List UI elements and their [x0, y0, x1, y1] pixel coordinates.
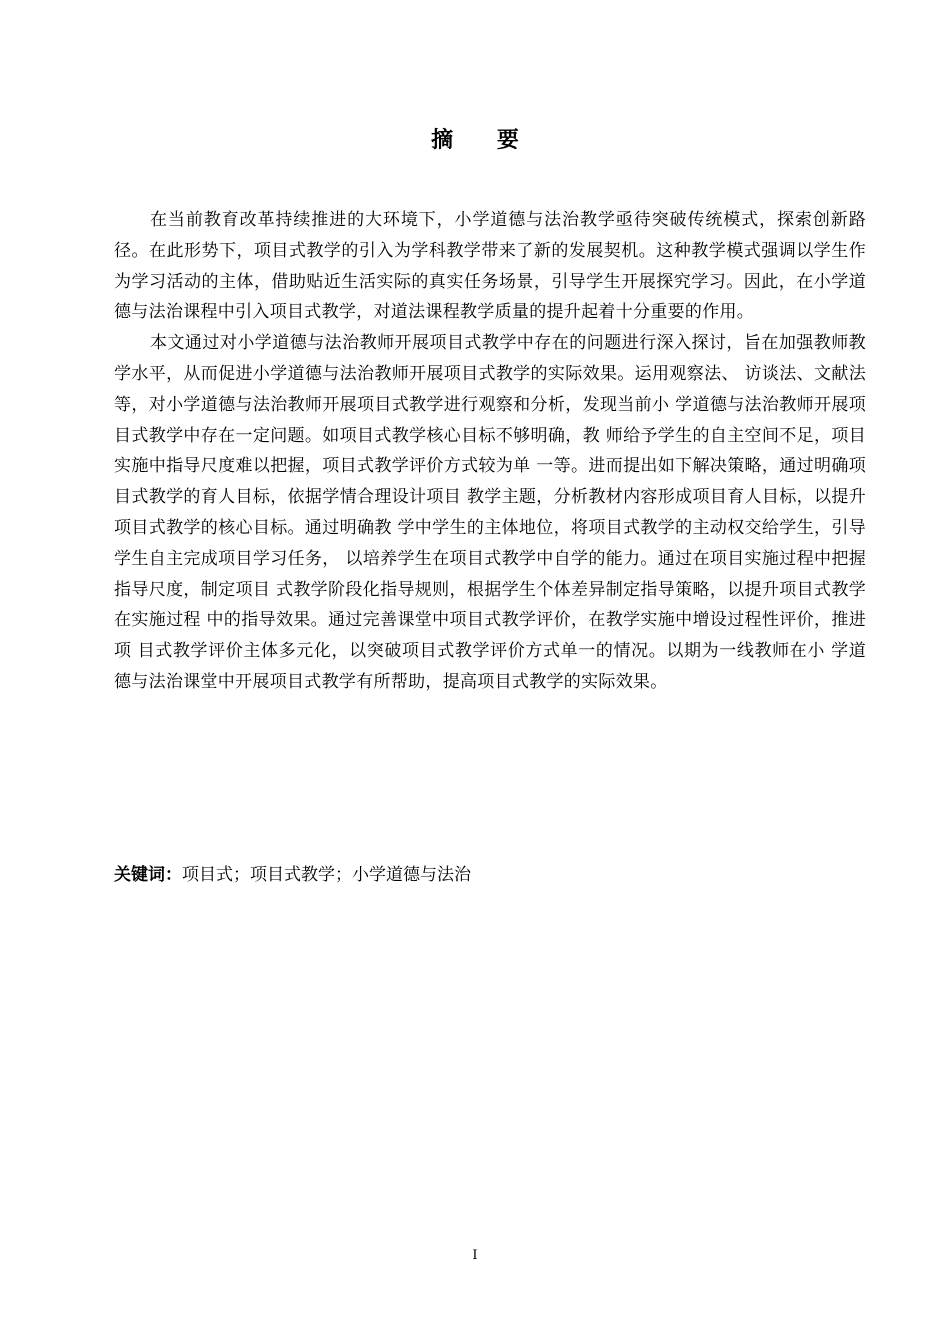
keywords-line	[114, 862, 866, 888]
keywords-value: 项目式；项目式教学；小学道德与法治	[182, 865, 471, 885]
abstract-paragraph-2: 本文通过对小学道德与法治教师开展项目式教学中存在的问题进行深入探讨，旨在加强教师教学水平，从而促进小学道德与法治教师开展项目式教学的实际效果。运用观察法、 访谈法、文献法等，对小学道德与法治教师开展项目式教学进行观察和分析，发现当前小 学道德与法治教师开展项目式教学中存在一定问题。如项目式教学核心目标不够明确，教 师给予学生的自主空间不足，项目实施中指导尺度难以把握，项目式教学评价方式较为单 一等。进而提出如下解决策略，通过明确项目式教学的育人目标，依据学情合理设计项目 教学主题，分析教材内容形成项目育人目标，以提升项目式教学的核心目标。通过明确教 学中学生的主体地位，将项目式教学的主动权交给学生，引导学生自主完成项目学习任务， 以培养学生在项目式教学中自学的能力。通过在项目实施过程中把握指导尺度，制定项目 式教学阶段化指导规则，根据学生个体差异制定指导策略，以提升项目式教学在实施过程 中的指导效果。通过完善课堂中项目式教学评价，在教学实施中增设过程性评价，推进项 目式教学评价主体多元化，以突破项目式教学评价方式单一的情况。以期为一线教师在小 学道德与法治课堂中开展项目式教学有所帮助，提高项目式教学的实际效果。	[114, 333, 866, 692]
page-number: I	[472, 1248, 478, 1263]
keywords-label: 关键词：	[114, 865, 182, 885]
abstract-body	[114, 205, 866, 698]
abstract-title: 摘 要	[431, 128, 537, 153]
abstract-paragraph-1: 在当前教育改革持续推进的大环境下，小学道德与法治教学亟待突破传统模式，探索创新路径。在此形势下，项目式教学的引入为学科教学带来了新的发展契机。这种教学模式强调以学生作为学习活动的主体，借助贴近生活实际的真实任务场景，引导学生开展探究学习。因此，在小学道德与法治课程中引入项目式教学，对道法课程教学质量的提升起着十分重要的作用。	[114, 210, 866, 323]
